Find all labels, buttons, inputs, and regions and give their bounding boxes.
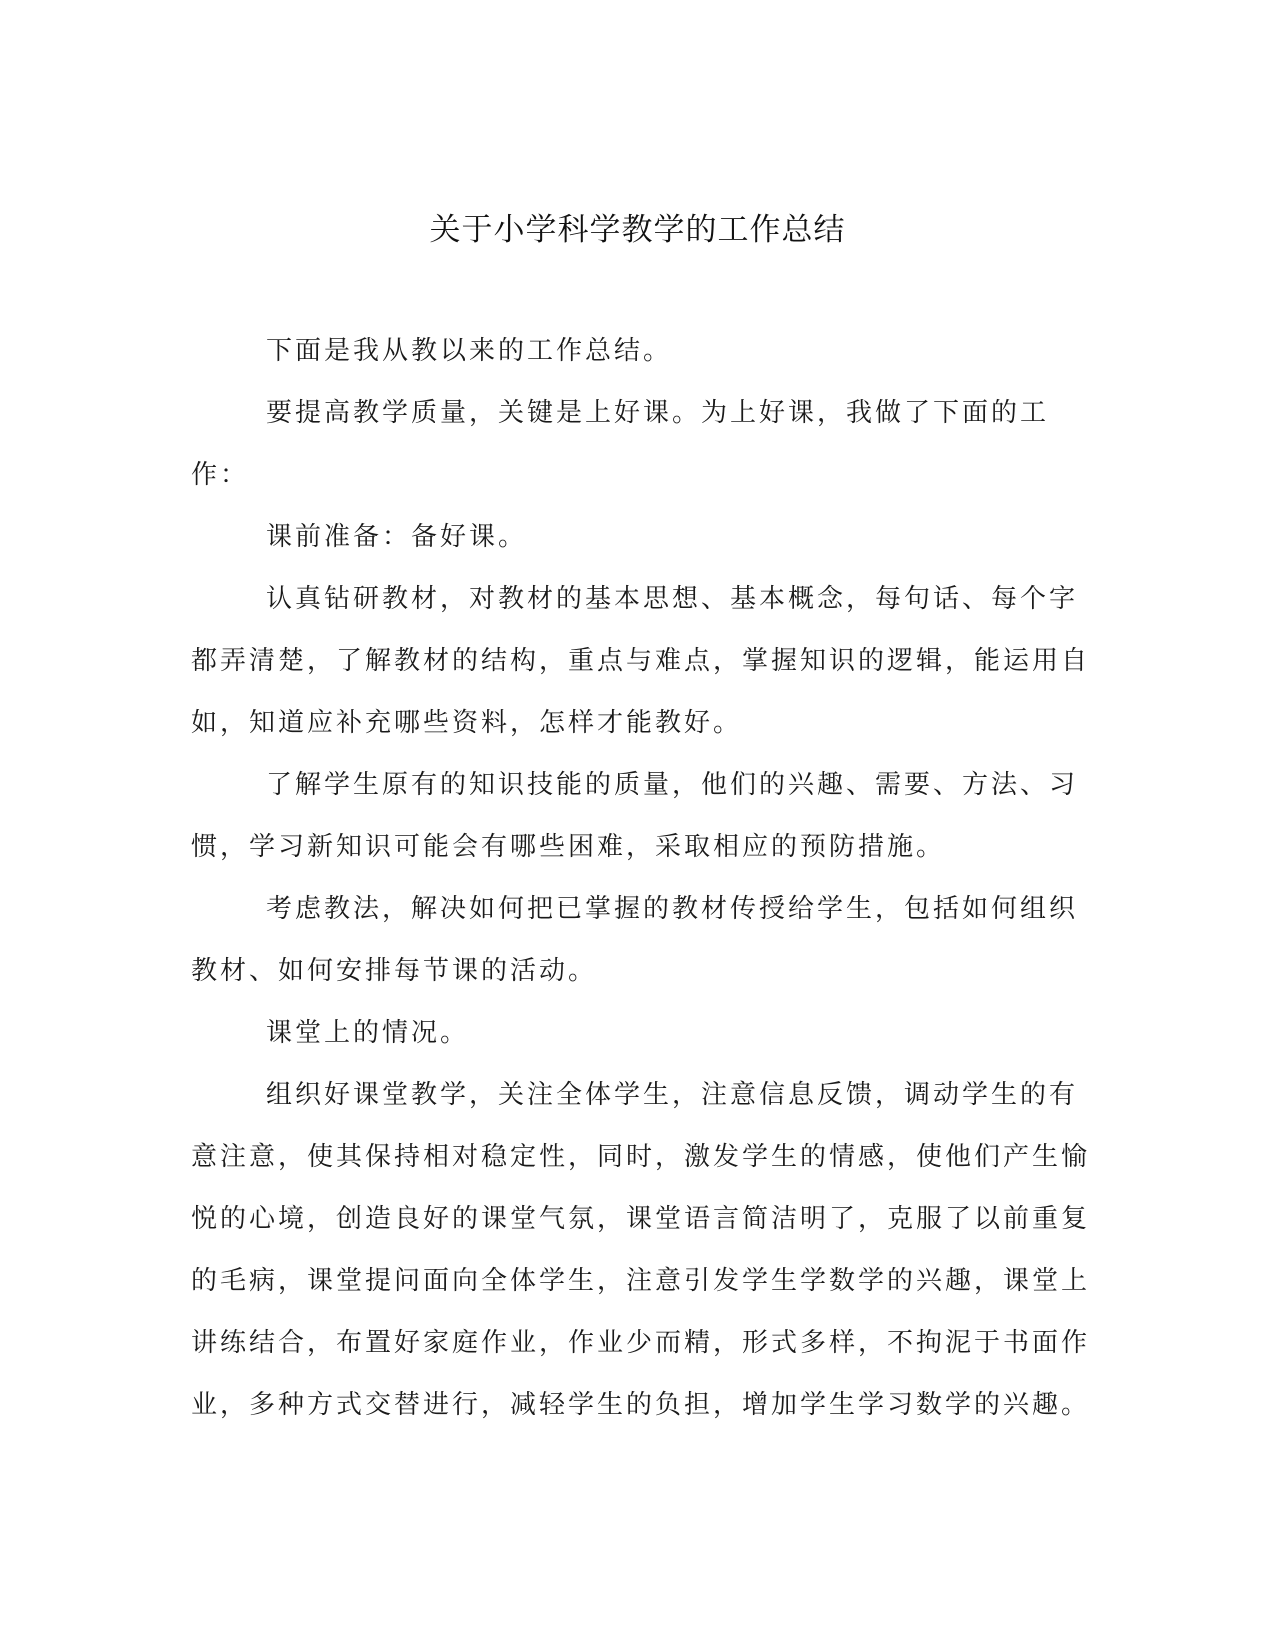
document-body [191, 320, 1096, 1436]
paragraph: 认真钻研教材，对教材的基本思想、基本概念，每句话、每个字都弄清楚，了解教材的结构，重点与难点，掌握知识的逻辑，能运用自如，知道应补充哪些资料，怎样才能教好。 [191, 584, 1091, 738]
paragraph: 要提高教学质量，关键是上好课。为上好课，我做了下面的工作： [191, 398, 1050, 490]
paragraph: 课堂上的情况。 [266, 1018, 470, 1048]
paragraph: 考虑教法，解决如何把已掌握的教材传授给学生，包括如何组织教材、如何安排每节课的活动。 [191, 894, 1079, 986]
document-title: 关于小学科学教学的工作总结 [429, 212, 846, 248]
paragraph: 下面是我从教以来的工作总结。 [266, 336, 673, 366]
paragraph: 了解学生原有的知识技能的质量，他们的兴趣、需要、方法、习惯，学习新知识可能会有哪些困难，采取相应的预防措施。 [191, 770, 1079, 862]
paragraph: 组织好课堂教学，关注全体学生，注意信息反馈，调动学生的有意注意，使其保持相对稳定性，同时，激发学生的情感，使他们产生愉悦的心境，创造良好的课堂气氛，课堂语言简洁明了，克服了以前重复的毛病，课堂提问面向全体学生，注意引发学生学数学的兴趣，课堂上讲练结合，布置好家庭作业，作业少而精，形式多样，不拘泥于书面作业，多种方式交替进行，减轻学生的负担，增加学生学习数学的兴趣。 [191, 1080, 1091, 1420]
paragraph: 课前准备：备好课。 [266, 522, 528, 552]
